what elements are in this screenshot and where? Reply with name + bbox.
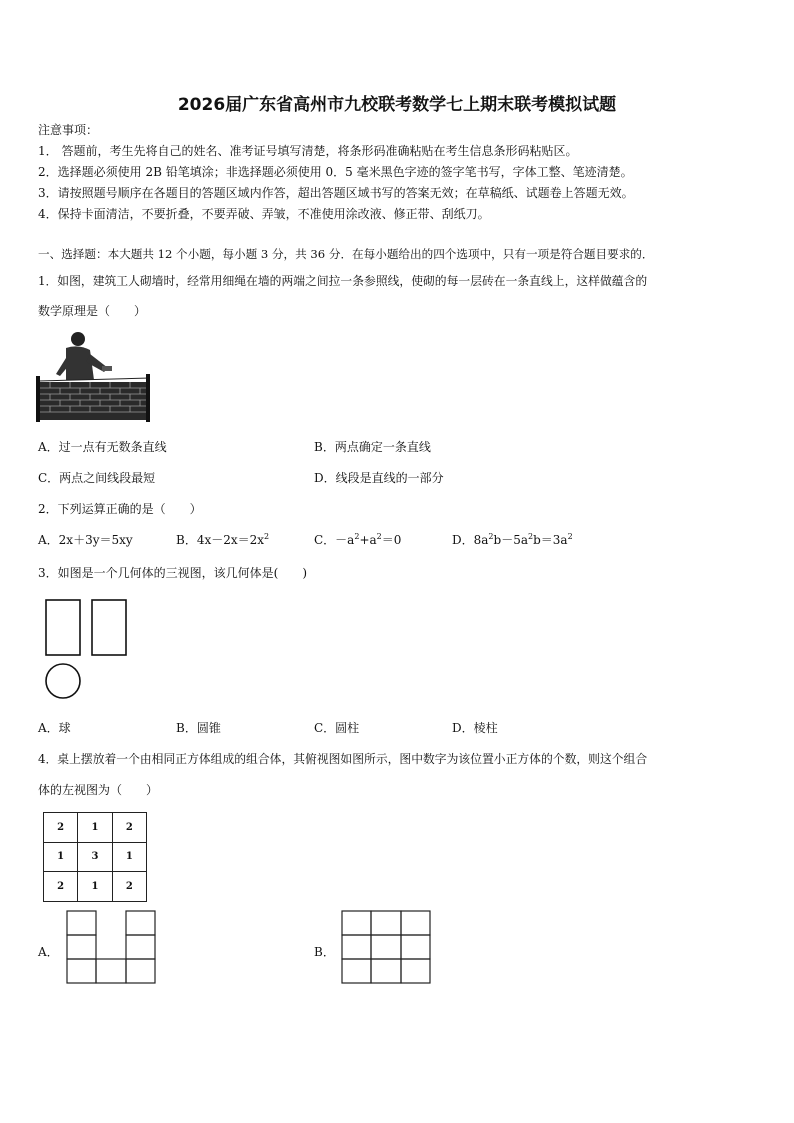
grid-cell: 1	[78, 872, 112, 902]
q2-option-c: C．$-a^2+a^2=0$	[314, 532, 402, 547]
grid-cell: 3	[78, 842, 112, 872]
page-title: 2026届广东省高州市九校联考数学七上期末联考模拟试题	[177, 95, 617, 115]
note-item-3: 3．请按照题号顺序在各题目的答题区域内作答，超出答题区域书写的答案无效；在草稿纸、试题卷上答题无效。	[38, 186, 634, 200]
q1-option-a: A．过一点有无数条直线	[38, 440, 167, 454]
q4-stem-line1: 4．桌上摆放着一个由相同正方体组成的组合体，其俯视图如图所示，图中数字为该位置小正方体的个数，则这个组合	[38, 752, 648, 766]
q2-option-b: B．$4x-2x=2x^2$	[176, 532, 270, 547]
notes-heading: 注意事项：	[38, 123, 99, 137]
q3-option-c: C．圆柱	[314, 721, 360, 735]
top-view-grid	[43, 812, 147, 902]
front-view-rectangle	[46, 600, 80, 655]
q4-option-a-figure	[66, 910, 158, 986]
q1-stem-line1: 1．如图，建筑工人砌墙时，经常用细绳在墙的两端之间拉一条参照线，使砌的每一层砖在一条直线上，这样做蕴含的	[38, 274, 648, 288]
q3-option-b: B．圆锥	[176, 721, 221, 735]
q4-option-b-figure	[341, 910, 433, 986]
q4-option-b-label: B．	[314, 945, 335, 959]
q2-stem: 2．下列运算正确的是（ ）	[38, 502, 202, 516]
q4-option-a-label: A．	[38, 945, 59, 959]
q1-option-c: C．两点之间线段最短	[38, 471, 156, 485]
q4-stem-line2: 体的左视图为（ ）	[38, 783, 159, 797]
grid-cell: 1	[44, 842, 78, 872]
grid-cell: 2	[44, 813, 78, 843]
side-view-rectangle	[92, 600, 126, 655]
grid-cell: 1	[78, 813, 112, 843]
three-view-diagram	[44, 598, 130, 700]
note-item-2: 2．选择题必须使用 2B 铅笔填涂；非选择题必须使用 0．5 毫米黑色字迹的签字笔书写，字体工整、笔迹清楚。	[38, 165, 633, 179]
q3-option-a: A．球	[38, 721, 71, 735]
grid-cell: 2	[112, 872, 146, 902]
q1-option-b: B．两点确定一条直线	[314, 440, 431, 454]
bricklayer-illustration	[36, 328, 152, 424]
q1-stem-line2: 数学原理是（ ）	[38, 304, 147, 318]
grid-cell: 1	[112, 842, 146, 872]
top-view-circle	[46, 664, 80, 698]
grid-cell: 2	[44, 872, 78, 902]
q2-option-a: A．2x＋3y＝5xy	[38, 533, 133, 547]
note-item-1: 1． 答题前，考生先将自己的姓名、准考证号填写清楚，将条形码准确粘贴在考生信息条形码粘贴区。	[38, 144, 578, 158]
note-item-4: 4．保持卡面清洁，不要折叠，不要弄破、弄皱，不准使用涂改液、修正带、刮纸刀。	[38, 207, 490, 221]
q3-option-d: D．棱柱	[452, 721, 498, 735]
q2-option-d: D．$8a^2b-5a^2b=3a^2$	[452, 532, 573, 547]
q3-stem: 3．如图是一个几何体的三视图，该几何体是( )	[38, 566, 307, 580]
grid-cell: 2	[112, 813, 146, 843]
q1-option-d: D．线段是直线的一部分	[314, 471, 444, 485]
section-heading: 一、选择题：本大题共 12 个小题，每小题 3 分，共 36 分．在每小题给出的四个选项中，只有一项是符合题目要求的．	[38, 247, 654, 261]
